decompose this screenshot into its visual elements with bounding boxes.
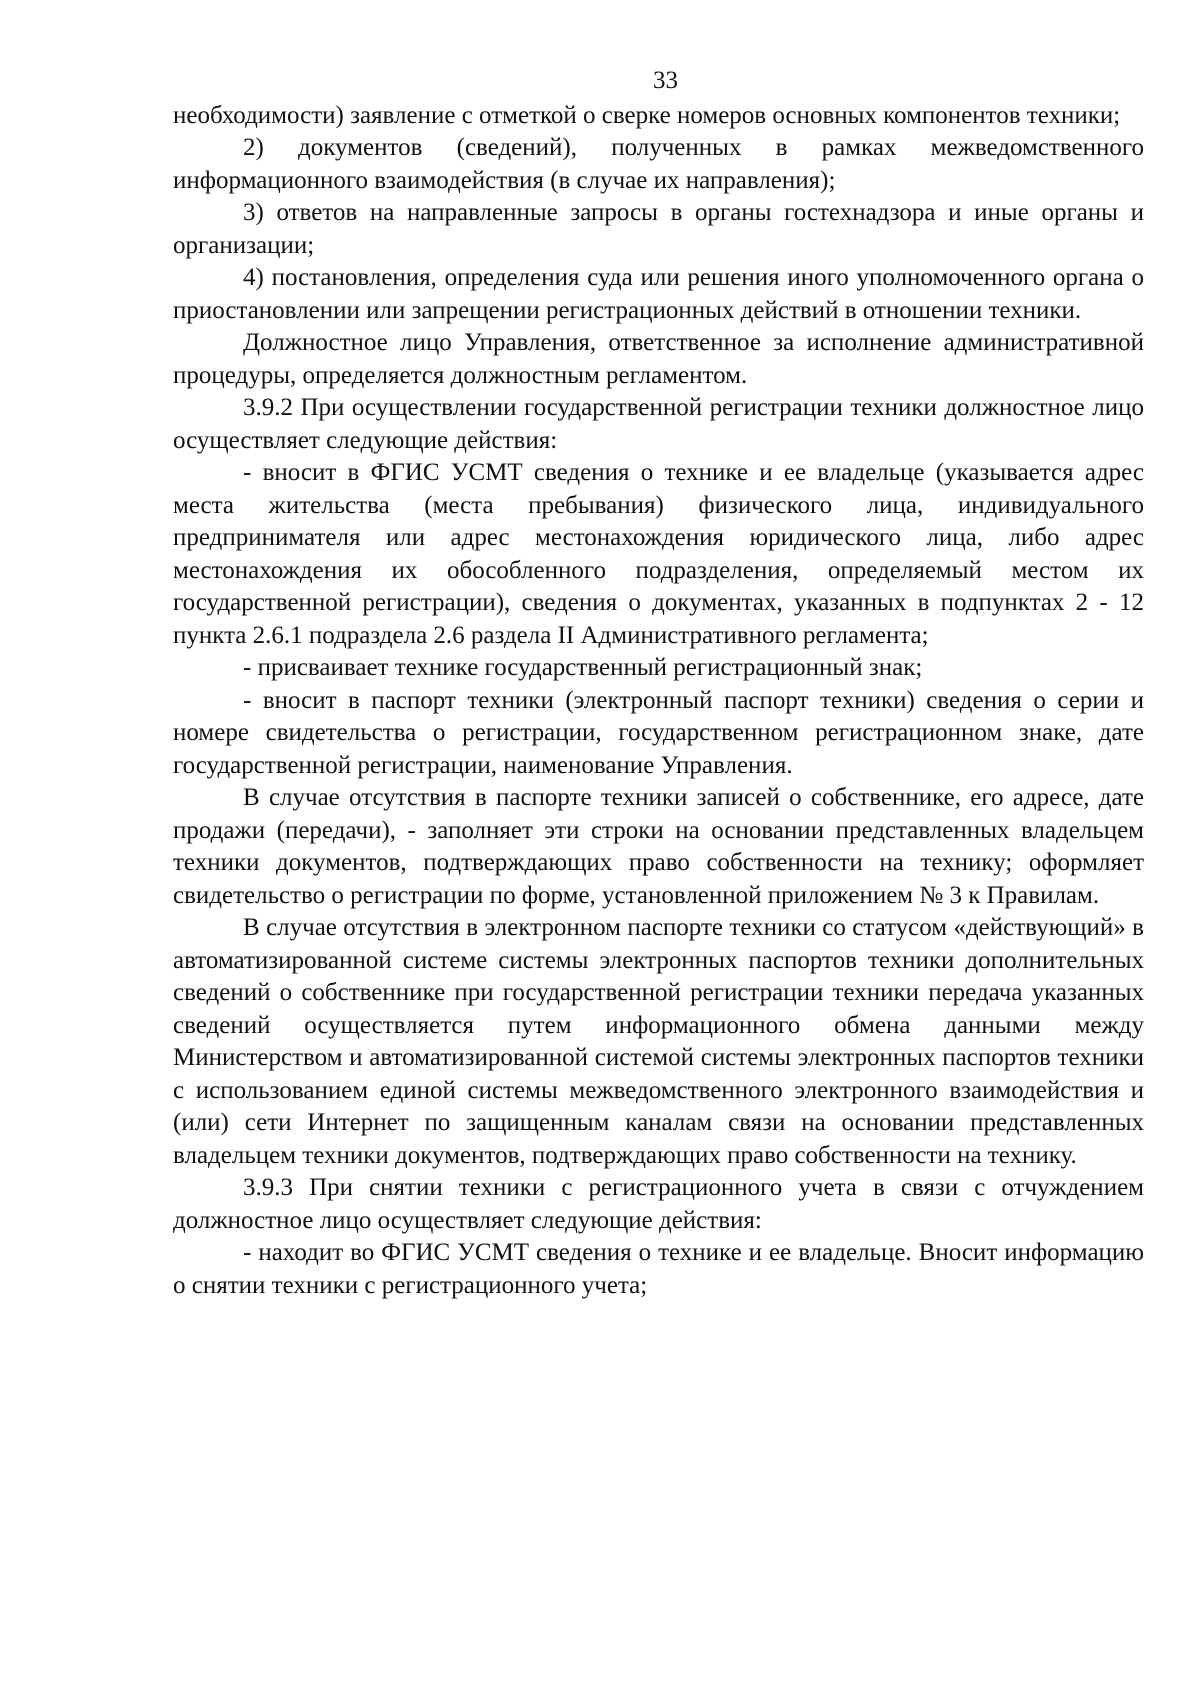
paragraph-no-owner-records: В случае отсутствия в паспорте техники записей о собственнике, его адресе, дате продажи (передачи), - заполняет эти строки на основании представленных владельцем техники документов, подтверждающих право собственности на технику; оформляет свидетельство о регистрации по форме, установленной приложением № 3 к Правилам. xyxy=(173,784,1144,909)
paragraph-item-4: 4) постановления, определения суда или решения иного уполномоченного органа о приостановлении или запрещении регистрационных действий в отношении техники. xyxy=(173,264,1144,324)
page-number: 33 xyxy=(653,67,678,94)
paragraph-action-enter-info: - вносит в ФГИС УСМТ сведения о технике и ее владельце (указывается адрес места жительства (места пребывания) физического лица, индивидуального предпринимателя или адрес местонахождения юридического лица, либо адрес местонахождения их обособленного подразделения, определяемый местом их государственной регистрации), сведения о документах, указанных в подпунктах 2 - 12 пункта 2.6.1 подраздела 2.6 раздела II Административного регламента; xyxy=(173,459,1144,649)
paragraph-item-2: 2) документов (сведений), полученных в рамках межведомственного информационного взаимодействия (в случае их направления); xyxy=(173,134,1144,194)
paragraph-continuation: необходимости) заявление с отметкой о сверке номеров основных компонентов техники; xyxy=(173,101,1121,129)
paragraph-item-3: 3) ответов на направленные запросы в органы гостехнадзора и иные органы и организации; xyxy=(173,199,1144,259)
paragraph-action-deregister: - находит во ФГИС УСМТ сведения о технике и ее владельце. Вносит информацию о снятии техники с регистрационного учета; xyxy=(173,1239,1144,1299)
paragraph-responsible-official: Должностное лицо Управления, ответственное за исполнение административной процедуры, определяется должностным регламентом. xyxy=(173,329,1144,389)
paragraph-electronic-passport: В случае отсутствия в электронном паспорте техники со статусом «действующий» в автоматизированной системе системы электронных паспортов техники дополнительных сведений о собственнике при государственной регистрации техники передача указанных сведений осуществляется путем информационного обмена данными между Министерством и автоматизированной системой системы электронных паспортов техники с использованием единой системы межведомственного электронного взаимодействия и (или) сети Интернет по защищенным каналам связи на основании представленных владельцем техники документов, подтверждающих право собственности на технику. xyxy=(173,914,1144,1169)
paragraph-3-9-3: 3.9.3 При снятии техники с регистрационного учета в связи с отчуждением должностное лицо осуществляет следующие действия: xyxy=(173,1174,1144,1234)
paragraph-action-assign-plate: - присваивает технике государственный регистрационный знак; xyxy=(243,654,923,681)
document-page xyxy=(173,65,1144,1302)
paragraph-3-9-2: 3.9.2 При осуществлении государственной регистрации техники должностное лицо осуществляет следующие действия: xyxy=(173,394,1144,454)
paragraph-action-passport-entry: - вносит в паспорт техники (электронный паспорт техники) сведения о серии и номере свидетельства о регистрации, государственном регистрационном знаке, дате государственной регистрации, наименование Управления. xyxy=(173,686,1144,779)
